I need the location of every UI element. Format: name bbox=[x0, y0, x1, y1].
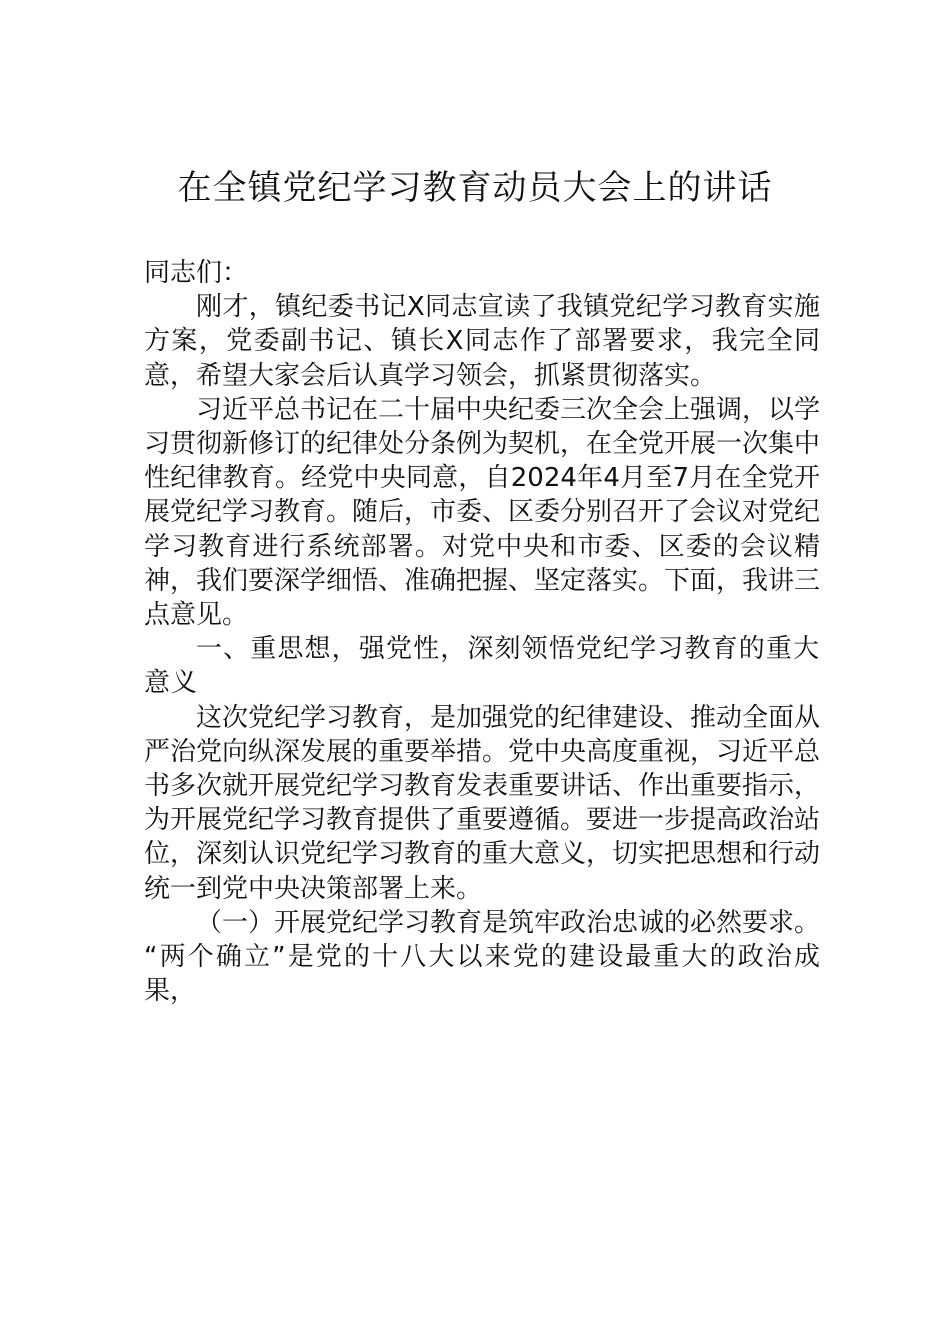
paragraph-background: 习近平总书记在二十届中央纪委三次全会上强调，以学习贯彻新修订的纪律处分条例为契机，在全党开展一次集中性纪律教育。经党中央同意，自2024年4月至7月在全党开展党纪学习教育。随后，市委、区委分别召开了会议对党纪学习教育进行系统部署。对党中央和市委、区委的会议精神，我们要深学细悟、准确把握、坚定落实。下面，我讲三点意见。 bbox=[144, 394, 821, 631]
document-title: 在全镇党纪学习教育动员大会上的讲话 bbox=[177, 168, 773, 208]
document-body bbox=[144, 256, 820, 1008]
paragraph-intro: 刚才，镇纪委书记X同志宣读了我镇党纪学习教育实施方案，党委副书记、镇长X同志作了部署要求，我完全同意，希望大家会后认真学习领会，抓紧贯彻落实。 bbox=[144, 292, 820, 391]
subsection-1-paragraph: “两个确立”是党的十八大以来党的建设最重大的政治成果， bbox=[144, 942, 820, 1007]
subsection-heading-1: （一）开展党纪学习教育是筑牢政治忠诚的必然要求。 bbox=[196, 907, 821, 938]
salutation: 同志们： bbox=[144, 258, 249, 288]
section-heading-1: 一、重思想，强党性，深刻领悟党纪学习教育的重大意义 bbox=[144, 634, 820, 699]
section-1-paragraph: 这次党纪学习教育，是加强党的纪律建设、推动全面从严治党向纵深发展的重要举措。党中央高度重视，习近平总书多次就开展党纪学习教育发表重要讲话、作出重要指示，为开展党纪学习教育提供了重要遵循。要进一步提高政治站位，深刻认识党纪学习教育的重大意义，切实把思想和行动统一到党中央决策部署上来。 bbox=[144, 702, 821, 904]
